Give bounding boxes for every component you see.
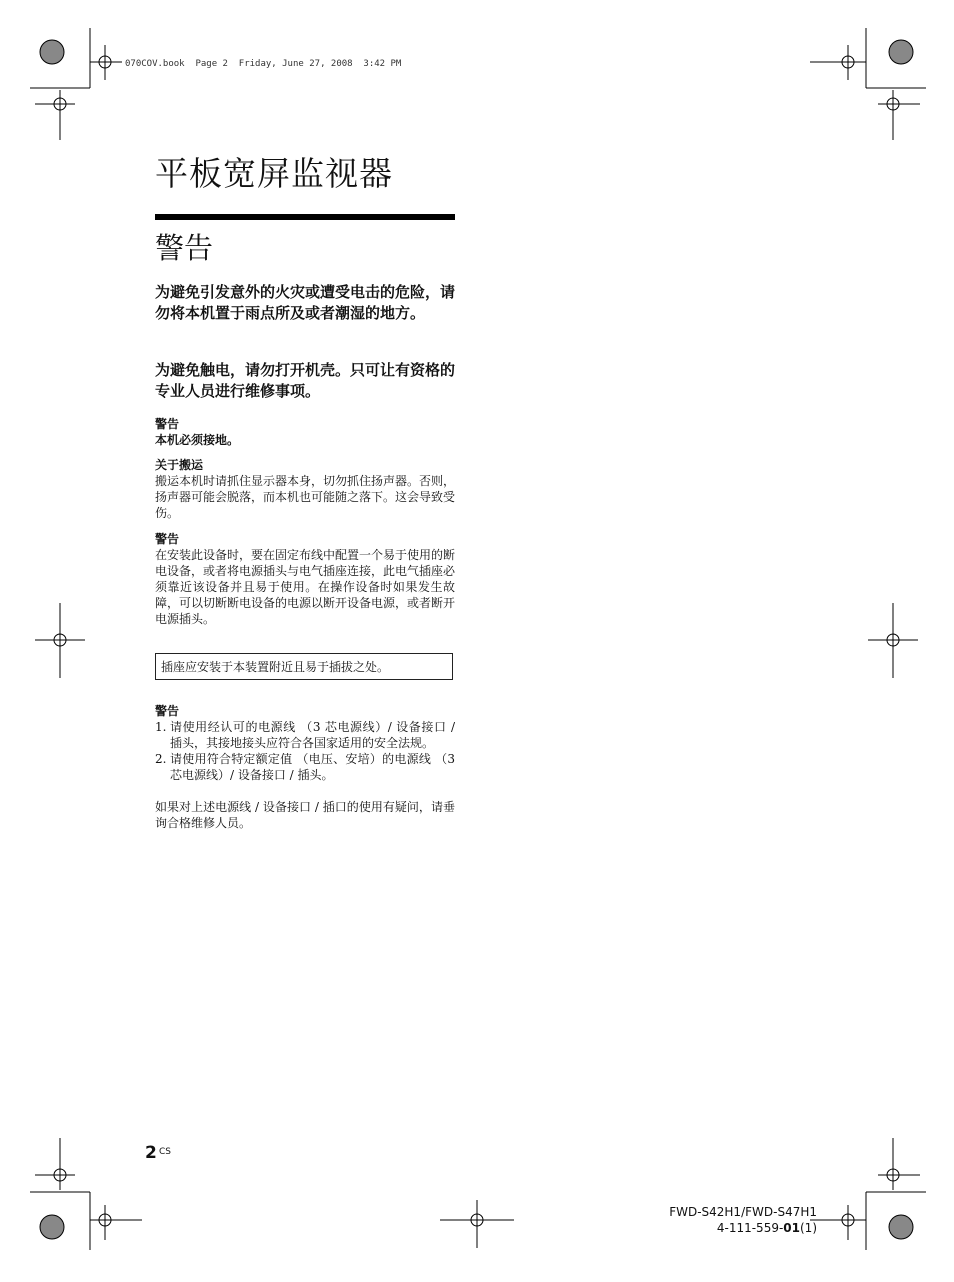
section-heading: 警告 <box>155 231 214 265</box>
transport-text: 搬运本机时请抓住显示器本身，切勿抓住扬声器。否则，扬声器可能会脱落，而本机也可能随之落下。这会导致受伤。 <box>155 474 456 520</box>
title-rule <box>155 214 455 220</box>
document-code <box>617 1221 817 1235</box>
document-code-suffix: (1) <box>800 1221 817 1235</box>
transport-block <box>155 457 455 521</box>
warning-cord-heading: 警告 <box>155 704 180 718</box>
warning-install-heading: 警告 <box>155 532 180 546</box>
document-code-edition: 01 <box>783 1221 800 1235</box>
lead-paragraph-1: 为避免引发意外的火灾或遭受电击的危险，请勿将本机置于雨点所及或者潮湿的地方。 <box>155 283 456 322</box>
warning-cord-block <box>155 703 455 831</box>
model-number: FWD-S42H1/FWD-S47H1 <box>669 1205 817 1219</box>
cord-requirements-list <box>155 719 455 783</box>
warning-ground-heading: 警告 <box>155 417 180 431</box>
page-language-code: CS <box>159 1147 171 1157</box>
warning-ground-text: 本机必须接地。 <box>155 433 240 447</box>
print-header-line: 070COV.book Page 2 Friday, June 27, 2008 3:42 PM <box>125 59 402 69</box>
list-item <box>155 751 455 783</box>
socket-note-box: 插座应安装于本装置附近且易于插拔之处。 <box>155 653 453 680</box>
warning-ground-block <box>155 416 455 448</box>
lead-paragraph-2: 为避免触电，请勿打开机壳。只可让有资格的专业人员进行维修事项。 <box>155 361 456 400</box>
warning-install-text: 在安装此设备时，要在固定布线中配置一个易于使用的断电设备，或者将电源插头与电气插座连接，此电气插座必须靠近该设备并且易于使用。在操作设备时如果发生故障，可以切断断电设备的电源以断开设备电源，或者断开电源插头。 <box>155 548 456 626</box>
list-item-number: 1. <box>155 720 167 734</box>
transport-heading: 关于搬运 <box>155 458 204 472</box>
cord-footer-text: 如果对上述电源线 / 设备接口 / 插口的使用有疑问，请垂询合格维修人员。 <box>155 800 455 830</box>
document-code-prefix: 4-111-559- <box>716 1221 784 1235</box>
list-item-text: 请使用符合特定额定值 （电压、安培）的电源线 （3 芯电源线）/ 设备接口 / 插头。 <box>170 752 455 782</box>
page-number: 2 <box>145 1143 157 1163</box>
list-item-number: 2. <box>155 752 167 766</box>
page-title: 平板宽屏监视器 <box>155 154 393 193</box>
list-item-text: 请使用经认可的电源线 （3 芯电源线）/ 设备接口 / 插头，其接地接头应符合各国家适用的安全法规。 <box>170 720 455 750</box>
list-item <box>155 719 455 751</box>
warning-install-block <box>155 531 455 627</box>
